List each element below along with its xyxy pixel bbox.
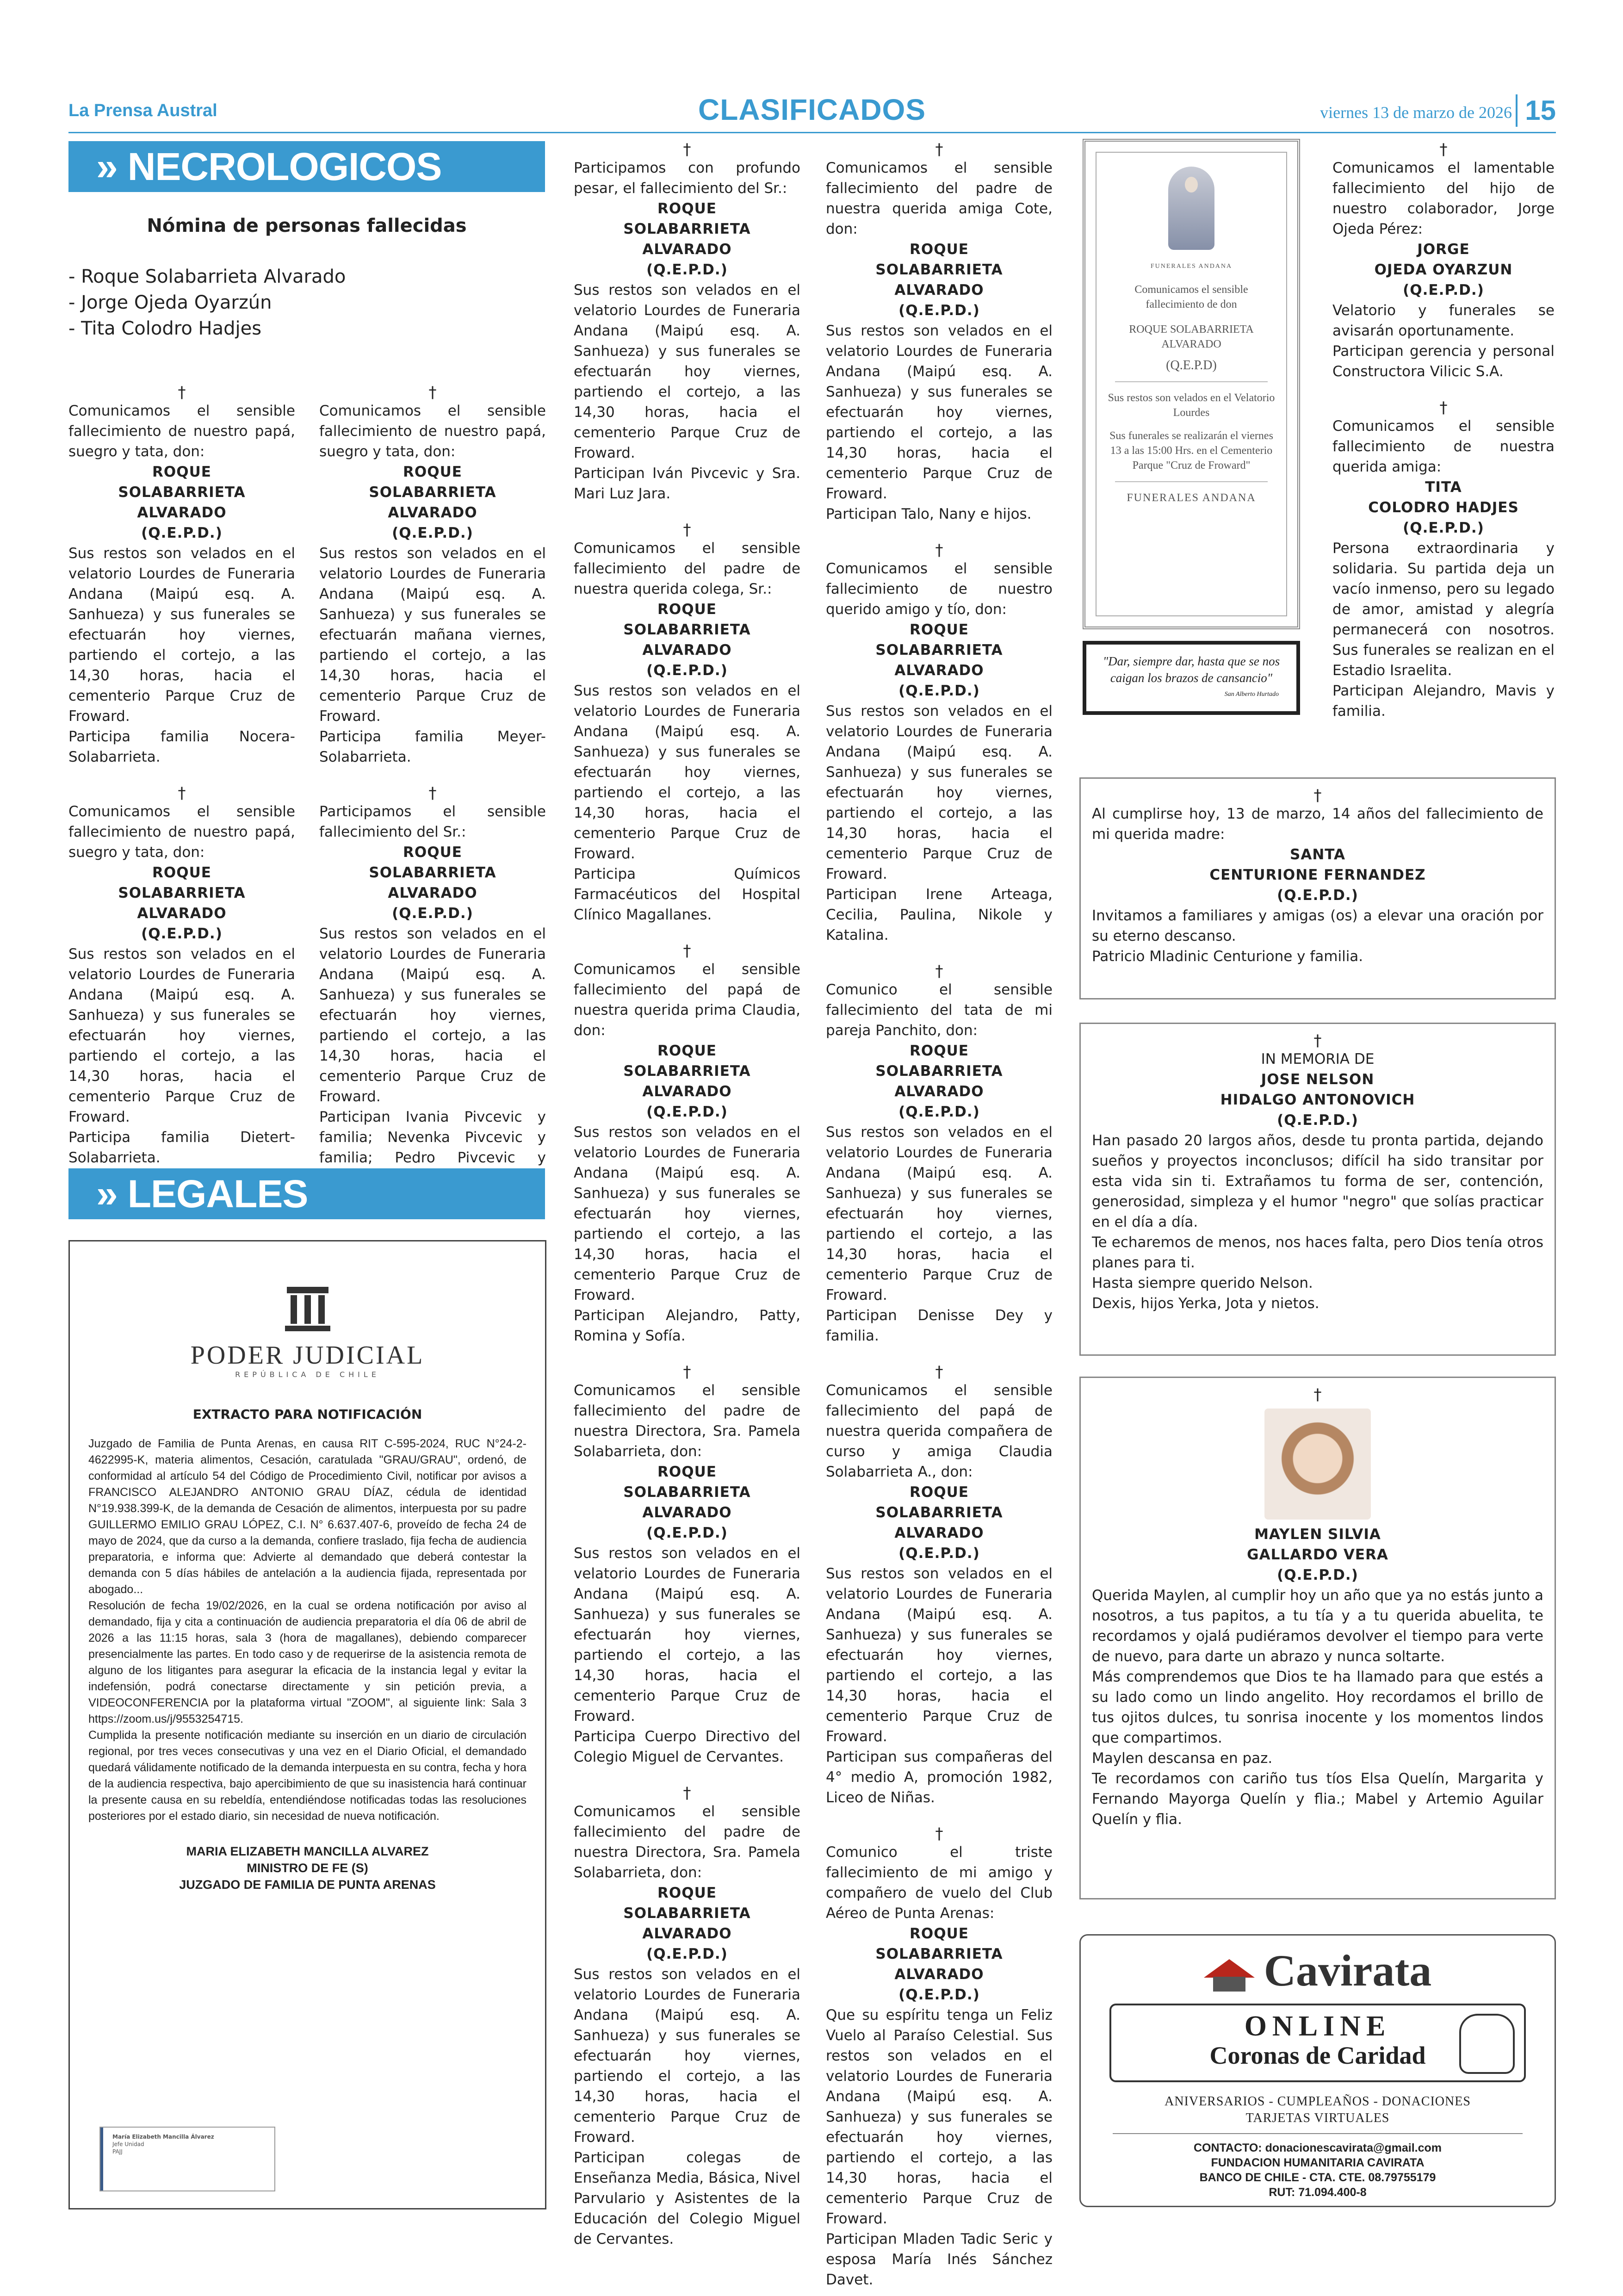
- notice-signature: Participan Iván Pivcevic y Sra. Mari Luz Jara.: [574, 465, 800, 502]
- notice-signature: Participa familia Dietert-Solabarrieta.: [68, 1129, 295, 1166]
- deceased-name: ALVARADO: [642, 1925, 732, 1942]
- obituary-notice: [574, 943, 800, 1346]
- obituary-notice: [1332, 399, 1555, 721]
- qepd: (Q.E.P.D.): [898, 302, 980, 319]
- memorial-heading: IN MEMORIA DE: [1261, 1051, 1375, 1067]
- obituary-notice: [1092, 787, 1543, 967]
- pointing-hand-icon: [1459, 2014, 1515, 2074]
- deceased-name: SOLABARRIETA: [875, 1946, 1003, 1962]
- header-divider: [68, 132, 1556, 133]
- qepd: (Q.E.P.D.): [646, 1525, 728, 1541]
- qepd: (Q.E.P.D.): [141, 525, 223, 541]
- notice-signature: Participan Irene Arteaga, Cecilia, Paulina, Nikole y Katalina.: [826, 886, 1053, 943]
- qepd: (Q.E.P.D.): [392, 905, 473, 922]
- notice-body: Sus restos son velados en el velatorio Lourdes de Funeraria Andana (Maipú esq. A. Sanhueza) y sus funerales se efectuarán hoy viernes, partiendo el cortejo, a las 14,30 horas, hacia el cementerio Parque Cruz de Froward.: [574, 1545, 800, 1725]
- column-a: [68, 384, 295, 1185]
- ad-footer: FUNERALES ANDANA: [1127, 492, 1256, 504]
- deceased-name: ROQUE: [657, 1043, 717, 1059]
- notice-body: Sus restos son velados en el velatorio Lourdes de Funeraria Andana (Maipú esq. A. Sanhueza) y sus funerales se efectuarán hoy viernes, partiendo el cortejo, a las 14,30 horas, hacia el cementerio Parque Cruz de Froward.: [574, 683, 800, 862]
- notice-body: Sus restos son velados en el velatorio Lourdes de Funeraria Andana (Maipú esq. A. Sanhueza) y sus funerales se efectuarán hoy viernes, partiendo el cortejo, a las 14,30 horas, hacia el cementerio Parque Cruz de Froward.: [826, 1565, 1053, 1745]
- deceased-name: ALVARADO: [894, 282, 984, 298]
- deceased-name: ALVARADO: [642, 1083, 732, 1100]
- cross-icon: †: [683, 140, 691, 159]
- notice-intro: Comunicamos el sensible fallecimiento del padre de nuestra Directora, Sra. Pamela Solabarrieta, don:: [574, 1803, 800, 1881]
- deceased-name: ALVARADO: [894, 1525, 984, 1541]
- cavirata-contact: [1090, 2141, 1545, 2200]
- cross-icon: †: [428, 383, 437, 402]
- notice-signature: Participan colegas de Enseñanza Media, Básica, Nivel Parvulario y Asistentes de la Educación del Colegio Miguel de Cervantes.: [574, 2149, 800, 2247]
- obituary-notice: [68, 384, 295, 767]
- deceased-name: SOLABARRIETA: [118, 484, 246, 501]
- obituary-notice: [826, 1364, 1053, 1808]
- cross-icon: †: [683, 1784, 691, 1802]
- obituary-notice: [1332, 141, 1555, 382]
- notice-intro: Comunico el triste fallecimiento de mi amigo y compañero de vuelo del Club Aéreo de Punta Arenas:: [826, 1844, 1053, 1922]
- notice-intro: Comunico el sensible fallecimiento del tata de mi pareja Panchito, don:: [826, 981, 1053, 1039]
- obituary-notice: [574, 521, 800, 925]
- column-e: [1332, 141, 1555, 739]
- deceased-name: OJEDA OYARZUN: [1374, 261, 1513, 278]
- services-line: ANIVERSARIOS - CUMPLEAÑOS - DONACIONES: [1165, 2094, 1471, 2109]
- notice-body: Persona extraordinaria y solidaria. Su partida deja un vacío inmenso, pero su legado de amor, amistad y alegría permanecerá con nosotros. Sus funerales se realizan en el Estadio Israelita.: [1332, 540, 1555, 679]
- notice-body: Sus restos son velados en el velatorio Lourdes de Funeraria Andana (Maipú esq. A. Sanhueza) y sus funerales se efectuarán hoy viernes, partiendo el cortejo, a las 14,30 horas, hacia el cementerio Parque Cruz de Froward.: [68, 946, 295, 1125]
- qepd: (Q.E.P.D.): [646, 1946, 728, 1962]
- legal-paragraph: Juzgado de Familia de Punta Arenas, en causa RIT C-595-2024, RUC N°24-2-4622995-K, materia alimentos, Cesación, caratulada "GRAU/GRAU", ordenó, de conformidad al artículo 54 del Código de Procedimiento Civil, notificar por avisos a FRANCISCO ALEJANDRO ANTONIO GRAU DÍAZ, cédula de identidad N°19.938.399-K, de la demanda de Cesación de alimentos, interpuesta por su padre GUILLERMO EMILIO GRAU LÓPEZ, C.I. N° 6.637.407-6, proveído de fecha 24 de mayo de 2024, que da curso a la demanda, confiere traslado, fija fecha de audiencia preparatoria, e informa que: Advierte al demandado que deberá contestar la demanda con 5 días hábiles de antelación a la audiencia fijada, representada por abogado...: [88, 1437, 527, 1596]
- page-date: viernes 13 de marzo de 2026: [1320, 103, 1512, 122]
- deceased-name: ALVARADO: [388, 885, 477, 901]
- cavirata-logo: [1090, 1945, 1545, 1996]
- deceased-name: CENTURIONE FERNANDEZ: [1209, 867, 1426, 883]
- notice-intro: Comunicamos el sensible fallecimiento de nuestra querida amiga:: [1332, 418, 1555, 475]
- deceased-name: SOLABARRIETA: [875, 642, 1003, 658]
- page-number: 15: [1516, 94, 1556, 127]
- notice-body: Hasta siempre querido Nelson.: [1092, 1275, 1313, 1291]
- cross-icon: †: [683, 521, 691, 539]
- institution-country: REPÚBLICA DE CHILE: [235, 1370, 380, 1379]
- contact-line: CONTACTO: donacionescavirata@gmail.com: [1193, 2141, 1442, 2154]
- deceased-name: ALVARADO: [894, 1966, 984, 1983]
- legal-paragraph: Resolución de fecha 19/02/2026, en la cual se ordena notificación por aviso al demandado, fija y cita a continuación de audiencia preparatoria el día 06 de abril de 2026 a las 11:15 horas, sala 3 (hora de magallanes), debiendo comparecer presencialmente las partes. En todo caso y de requerirse de la asistencia remota de alguno de los litigantes para asegurar la eficacia de la instancia legal y evitar la indefensión, podrá conectarse directamente y sin petición previa, a VIDEOCONFERENCIA por la plataforma virtual "ZOOM", al siguiente link: Sala 3 https://zoom.us/j/9553254715.: [88, 1599, 527, 1725]
- deceased-name: ROQUE: [910, 1484, 969, 1501]
- notice-signature: Participa familia Meyer- Solabarrieta.: [319, 728, 546, 765]
- notice-body: Maylen descansa en paz.: [1092, 1750, 1273, 1767]
- stamp-name: María Elizabeth Mancilla Álvarez: [112, 2134, 214, 2140]
- qepd: (Q.E.P.D.): [1277, 1112, 1358, 1129]
- deceased-name: ROQUE: [657, 1885, 717, 1901]
- obituary-notice: [574, 1364, 800, 1767]
- qepd: (Q.E.P.D.): [898, 1104, 980, 1120]
- column-d: [826, 141, 1053, 2296]
- notice-body: Sus restos son velados en el velatorio Lourdes de Funeraria Andana (Maipú esq. A. Sanhueza) y sus funerales se efectuarán hoy viernes, partiendo el cortejo, a las 14,30 horas, hacia el cementerio Parque Cruz de Froward.: [319, 925, 546, 1105]
- anniversary-notice-santa: [1079, 777, 1556, 999]
- notice-intro: Comunicamos el sensible fallecimiento de nuestro querido amigo y tío, don:: [826, 560, 1053, 618]
- deceased-name: TITA: [1425, 479, 1462, 496]
- nomina-title: Nómina de personas fallecidas: [147, 215, 467, 236]
- cross-icon: †: [1439, 398, 1448, 417]
- deceased-name: ALVARADO: [642, 241, 732, 258]
- qepd: (Q.E.P.D.): [646, 261, 728, 278]
- banner-label: LEGALES: [127, 1172, 308, 1216]
- notice-body: Sus restos son velados en el velatorio Lourdes de Funeraria Andana (Maipú esq. A. Sanhueza) y sus funerales se efectuarán hoy viernes, partiendo el cortejo, a las 14,30 horas, hacia el cementerio Parque Cruz de Froward.: [574, 282, 800, 461]
- obituary-notice: [319, 785, 546, 1188]
- obituary-notice: [826, 141, 1053, 524]
- stamp-role: Jefe Unidad: [112, 2141, 144, 2147]
- notice-signature: Participan Ivania Pivcevic y familia; Nevenka Pivcevic y familia; Pedro Pivcevic y: [319, 1109, 546, 1166]
- page-header: [68, 93, 1556, 134]
- cross-icon: †: [683, 942, 691, 960]
- ad-qepd: (Q.E.P.D): [1166, 358, 1217, 372]
- deceased-name: HIDALGO ANTONOVICH: [1220, 1092, 1415, 1108]
- notice-signature: Participa Cuerpo Directivo del Colegio Miguel de Cervantes.: [574, 1728, 800, 1765]
- qepd: (Q.E.P.D.): [646, 1104, 728, 1120]
- funerales-andana-ad: [1083, 139, 1300, 629]
- notice-body: Te echaremos de menos, nos haces falta, pero Dios tenía otros planes para ti.: [1092, 1234, 1543, 1271]
- section-title: CLASIFICADOS: [698, 93, 926, 126]
- cross-icon: †: [935, 541, 943, 559]
- notice-body: Querida Maylen, al cumplir hoy un año que ya no estás junto a nosotros, a tus papitos, a tu tía y a tu querida abuelita, te recordamos y ojalá pudiéramos devolver el tiempo para verte de nuevo, para darte un abrazo y nunca soltarte.: [1092, 1587, 1543, 1665]
- deceased-name: ALVARADO: [137, 905, 227, 922]
- deceased-name: SOLABARRIETA: [875, 1504, 1003, 1521]
- deceased-name: SOLABARRIETA: [623, 621, 751, 638]
- notice-intro: Comunicamos el sensible fallecimiento del padre de nuestra querida colega, Sr.:: [574, 540, 800, 597]
- notice-intro: Comunicamos el sensible fallecimiento del padre de nuestra querida amiga Cote, don:: [826, 160, 1053, 237]
- deceased-name: ALVARADO: [137, 504, 227, 521]
- online-label: ONLINE: [1244, 2011, 1391, 2042]
- ad-divider: [1113, 2133, 1523, 2134]
- notice-intro: Participamos con profundo pesar, el fallecimiento del Sr.:: [574, 160, 800, 197]
- signer-court: JUZGADO DE FAMILIA DE PUNTA ARENAS: [179, 1878, 436, 1892]
- notice-signature: Participan Mladen Tadic Seric y esposa María Inés Sánchez Davet.: [826, 2231, 1053, 2288]
- notice-body: Sus restos son velados en el velatorio Lourdes de Funeraria Andana (Maipú esq. A. Sanhueza) y sus funerales se efectuarán hoy viernes, partiendo el cortejo, a las 14,30 horas, hacia el cementerio Parque Cruz de Froward.: [68, 545, 295, 725]
- notice-body: Sus restos son velados en el velatorio Lourdes de Funeraria Andana (Maipú esq. A. Sanhueza) y sus funerales se efectuarán hoy viernes, partiendo el cortejo, a las 14,30 horas, hacia el cementerio Parque Cruz de Froward.: [826, 703, 1053, 882]
- nomina-item: - Roque Solabarrieta Alvarado: [68, 266, 346, 287]
- notice-intro: Comunicamos el sensible fallecimiento del padre de nuestra Directora, Sra. Pamela Solabarrieta, don:: [574, 1382, 800, 1460]
- notice-intro: Comunicamos el sensible fallecimiento del papá de nuestra querida prima Claudia, don:: [574, 961, 800, 1039]
- notice-signature: Participa Químicos Farmacéuticos del Hospital Clínico Magallanes.: [574, 866, 800, 923]
- notice-signature: Participan Denisse Dey y familia.: [826, 1307, 1053, 1344]
- contact-line: BANCO DE CHILE - CTA. CTE. 08.79755179: [1199, 2171, 1436, 2184]
- deceased-name: ALVARADO: [642, 1504, 732, 1521]
- deceased-name: ROQUE: [152, 864, 211, 881]
- legal-paragraph: Cumplida la presente notificación mediante su inserción en un diario de circulación regional, por tres veces consecutivas y una vez en el Diario Oficial, el demandado quedará válidamente notificado de la demanda interpuesta en su contra, fecha y hora de la audiencia respectiva, bajo apercibimiento de que su inasistencia hará continuar la presente causa en su rebeldía, entendiéndose notificadas todas las resoluciones posteriores por el estado diario, sin necesidad de nueva notificación.: [88, 1729, 527, 1823]
- legal-signature: [88, 1843, 527, 1893]
- cross-icon: †: [935, 140, 943, 159]
- deceased-name: ROQUE: [657, 1464, 717, 1480]
- notice-intro: Al cumplirse hoy, 13 de marzo, 14 años del fallecimiento de mi querida madre:: [1092, 806, 1543, 843]
- institution-name: PODER JUDICIAL: [190, 1341, 425, 1370]
- notice-signature: Te recordamos con cariño tus tíos Elsa Quelín, Margarita y Fernando Mayorga Quelín y flia.; Mabel y Artemio Aguilar Quelín y flia.: [1092, 1770, 1543, 1828]
- ad-line: Sus funerales se realizarán el viernes 13 a las 15:00 Hrs. en el Cementerio Parque "Cruz de Froward": [1109, 430, 1273, 472]
- deceased-name: ROQUE: [910, 1043, 969, 1059]
- notice-body: Sus restos son velados en el velatorio Lourdes de Funeraria Andana (Maipú esq. A. Sanhueza) y sus funerales se efectuarán hoy viernes, partiendo el cortejo, a las 14,30 horas, hacia el cementerio Parque Cruz de Froward.: [826, 1124, 1053, 1303]
- memorial-notice-maylen: [1079, 1377, 1556, 1899]
- cross-icon: †: [178, 383, 186, 402]
- notice-body: Más comprendemos que Dios te ha llamado para que estés a su lado como un lindo angelito. Hoy recordamos el brillo de tus ojitos dulces, tu sonrisa inocente y los momentos lindos que compartimos.: [1092, 1669, 1543, 1746]
- ad-divider: [1115, 481, 1268, 482]
- house-icon: [1204, 1950, 1255, 1992]
- cross-icon: †: [1313, 1031, 1322, 1050]
- qepd: (Q.E.P.D.): [646, 662, 728, 679]
- electronic-signature-stamp: [99, 2127, 275, 2191]
- legal-title: EXTRACTO PARA NOTIFICACIÓN: [192, 1407, 422, 1422]
- notice-body: Sus restos son velados en el velatorio Lourdes de Funeraria Andana (Maipú esq. A. Sanhueza) y sus funerales se efectuarán hoy viernes, partiendo el cortejo, a las 14,30 horas, hacia el cementerio Parque Cruz de Froward.: [574, 1124, 800, 1303]
- deceased-name: SOLABARRIETA: [369, 484, 496, 501]
- deceased-name: SOLABARRIETA: [623, 1905, 751, 1922]
- courthouse-icon: [282, 1283, 333, 1334]
- memorial-notice-jose: [1079, 1023, 1556, 1356]
- notice-signature: Participan sus compañeras del 4° medio A, promoción 1982, Liceo de Niñas.: [826, 1749, 1053, 1806]
- notice-body: Velatorio y funerales se avisarán oportunamente.: [1332, 302, 1555, 339]
- obituary-notice: [1092, 1386, 1543, 1830]
- qepd: (Q.E.P.D.): [392, 525, 473, 541]
- obituary-notice: [574, 141, 800, 504]
- column-b: [319, 384, 546, 1206]
- quote-ad: [1083, 641, 1300, 715]
- deceased-name: SOLABARRIETA: [118, 885, 246, 901]
- deceased-name: ROQUE: [910, 621, 969, 638]
- notice-intro: Comunicamos el lamentable fallecimiento del hijo de nuestro colaborador, Jorge Ojeda Pérez:: [1332, 160, 1555, 237]
- ad-name: ROQUE SOLABARRIETA ALVARADO: [1129, 323, 1254, 350]
- notice-intro: Comunicamos el sensible fallecimiento de nuestro papá, suegro y tata, don:: [319, 403, 546, 460]
- signer-role: MINISTRO DE FE (S): [247, 1861, 368, 1875]
- banner-label: NECROLOGICOS: [127, 144, 442, 188]
- qepd: (Q.E.P.D.): [1403, 520, 1484, 536]
- obituary-notice: [826, 1825, 1053, 2290]
- notice-signature: Participan gerencia y personal Constructora Vilicic S.A.: [1332, 343, 1555, 380]
- online-coronas-box: [1109, 2004, 1526, 2082]
- contact-line: FUNDACION HUMANITARIA CAVIRATA: [1211, 2156, 1425, 2169]
- notice-intro: Comunicamos el sensible fallecimiento de nuestro papá, suegro y tata, don:: [68, 403, 295, 460]
- deceased-name: SOLABARRIETA: [623, 1063, 751, 1080]
- ad-line: Comunicamos el sensible fallecimiento de don: [1134, 284, 1248, 310]
- contact-line: RUT: 71.094.400-8: [1269, 2186, 1367, 2199]
- notice-signature: Patricio Mladinic Centurione y familia.: [1092, 948, 1363, 965]
- notice-body: Sus restos son velados en el velatorio Lourdes de Funeraria Andana (Maipú esq. A. Sanhueza) y sus funerales se efectuarán hoy viernes, partiendo el cortejo, a las 14,30 horas, hacia el cementerio Parque Cruz de Froward.: [826, 323, 1053, 502]
- cross-icon: †: [1313, 1385, 1322, 1404]
- nomina-item: - Tita Colodro Hadjes: [68, 318, 262, 339]
- deceased-name: JOSE NELSON: [1261, 1071, 1375, 1088]
- qepd: (Q.E.P.D.): [1277, 887, 1358, 904]
- ad-frame: [1096, 152, 1287, 616]
- notice-body: Invitamos a familiares y amigas (os) a elevar una oración por su eterno descanso.: [1092, 907, 1543, 944]
- signer-name: MARIA ELIZABETH MANCILLA ALVAREZ: [186, 1844, 429, 1858]
- qepd: (Q.E.P.D.): [898, 1986, 980, 2003]
- qepd: (Q.E.P.D.): [1403, 282, 1484, 298]
- notice-intro: Participamos el sensible fallecimiento del Sr.:: [319, 803, 546, 840]
- qepd: (Q.E.P.D.): [898, 1545, 980, 1562]
- obituary-notice: [68, 785, 295, 1168]
- deceased-name: SOLABARRIETA: [623, 1484, 751, 1501]
- double-chevron-icon: »: [96, 144, 118, 188]
- quote-text: "Dar, siempre dar, hasta que se nos caigan los brazos de cansancio": [1103, 654, 1280, 685]
- legales-banner: [68, 1168, 545, 1219]
- services-line: TARJETAS VIRTUALES: [1245, 2111, 1390, 2125]
- cross-icon: †: [1313, 786, 1322, 805]
- deceased-name: MAYLEN SILVIA: [1254, 1526, 1381, 1543]
- deceased-name: ROQUE: [657, 200, 717, 217]
- notice-body: Que su espíritu tenga un Feliz Vuelo al Paraíso Celestial. Sus restos son velados en el velatorio Lourdes de Funeraria Andana (Maipú esq. A. Sanhueza) y sus funerales se efectuarán hoy viernes, partiendo el cortejo, a las 14,30 horas, hacia el cementerio Parque Cruz de Froward.: [826, 2007, 1053, 2227]
- deceased-name: SOLABARRIETA: [623, 221, 751, 237]
- cross-icon: †: [683, 1363, 691, 1381]
- notice-signature: Participan Alejandro, Patty, Romina y Sofía.: [574, 1307, 800, 1344]
- cavirata-ad: [1079, 1934, 1556, 2207]
- notice-intro: Comunicamos el sensible fallecimiento de nuestro papá, suegro y tata, don:: [68, 803, 295, 861]
- child-portrait: [1264, 1409, 1371, 1520]
- deceased-name: SANTA: [1290, 846, 1345, 863]
- ad-line: Sus restos son velados en el Velatorio Lourdes: [1108, 392, 1275, 419]
- notice-signature: Dexis, hijos Yerka, Jota y nietos.: [1092, 1295, 1319, 1312]
- notice-signature: Participa familia Nocera-Solabarrieta.: [68, 728, 295, 765]
- legal-notice: [68, 1240, 546, 2209]
- newspaper-brand: La Prensa Austral: [68, 101, 217, 120]
- notice-intro: Comunicamos el sensible fallecimiento del papá de nuestra querida compañera de curso y amiga Claudia Solabarrieta A., don:: [826, 1382, 1053, 1480]
- notice-signature: Participan Alejandro, Mavis y familia.: [1332, 683, 1555, 720]
- virgin-image: [1168, 167, 1214, 250]
- cross-icon: †: [935, 1824, 943, 1843]
- notice-signature: Participan Talo, Nany e hijos.: [826, 506, 1032, 522]
- deceased-name: SOLABARRIETA: [369, 864, 496, 881]
- ad-divider: [1115, 381, 1268, 382]
- stamp-unit: PAJJ: [112, 2148, 123, 2155]
- deceased-name: ROQUE: [403, 464, 462, 480]
- nomina-item: - Jorge Ojeda Oyarzún: [68, 292, 272, 313]
- ad-logo-text: FUNERALES ANDANA: [1150, 263, 1233, 270]
- obituary-notice: [319, 384, 546, 767]
- obituary-notice: [574, 1785, 800, 2249]
- deceased-name: GALLARDO VERA: [1247, 1546, 1388, 1563]
- necrologicos-banner: [68, 141, 545, 192]
- deceased-name: ALVARADO: [894, 662, 984, 679]
- quote-author: San Alberto Hurtado: [1224, 691, 1279, 698]
- notice-body: Sus restos son velados en el velatorio Lourdes de Funeraria Andana (Maipú esq. A. Sanhueza) y sus funerales se efectuarán hoy viernes, partiendo el cortejo, a las 14,30 horas, hacia el cementerio Parque Cruz de Froward.: [574, 1966, 800, 2146]
- qepd: (Q.E.P.D.): [141, 925, 223, 942]
- notice-body: Han pasado 20 largos años, desde tu pronta partida, dejando sueños y proyectos inconclusos; difícil ha sido transitar por esta vida sin ti. Extrañamos tu forma de ser, contención, generosidad, simpleza y el humor "negro" que solías practicar en el día a día.: [1092, 1132, 1543, 1230]
- cavirata-services: [1090, 2093, 1545, 2127]
- deceased-name: SOLABARRIETA: [875, 1063, 1003, 1080]
- deceased-name: ROQUE: [910, 1925, 969, 1942]
- cross-icon: †: [1439, 140, 1448, 159]
- deceased-name: ALVARADO: [894, 1083, 984, 1100]
- deceased-name: ROQUE: [152, 464, 211, 480]
- cross-icon: †: [935, 1363, 943, 1381]
- deceased-name: ROQUE: [910, 241, 969, 258]
- cavirata-name: Cavirata: [1264, 1946, 1432, 1995]
- deceased-name: ALVARADO: [388, 504, 477, 521]
- qepd: (Q.E.P.D.): [1277, 1567, 1358, 1583]
- deceased-name: COLODRO HADJES: [1368, 499, 1519, 516]
- qepd: (Q.E.P.D.): [898, 683, 980, 699]
- double-chevron-icon: »: [96, 1172, 118, 1216]
- nomina-list: [68, 264, 545, 341]
- deceased-name: ROQUE: [657, 601, 717, 618]
- deceased-name: JORGE: [1417, 241, 1470, 258]
- coronas-label: Coronas de Caridad: [1209, 2042, 1426, 2069]
- deceased-name: SOLABARRIETA: [875, 261, 1003, 278]
- cross-icon: †: [178, 784, 186, 802]
- obituary-notice: [1092, 1032, 1543, 1314]
- obituary-notice: [826, 542, 1053, 945]
- obituary-notice: [826, 963, 1053, 1346]
- deceased-name: ALVARADO: [642, 642, 732, 658]
- deceased-name: ROQUE: [403, 844, 462, 861]
- cross-icon: †: [935, 962, 943, 980]
- cross-icon: †: [428, 784, 437, 802]
- poder-judicial-logo: [88, 1283, 527, 1379]
- notice-body: Sus restos son velados en el velatorio Lourdes de Funeraria Andana (Maipú esq. A. Sanhueza) y sus funerales se efectuarán mañana viernes, partiendo el cortejo, a las 14,30 horas, hacia el cementerio Parque Cruz de Froward.: [319, 545, 546, 725]
- column-c: [574, 141, 800, 2267]
